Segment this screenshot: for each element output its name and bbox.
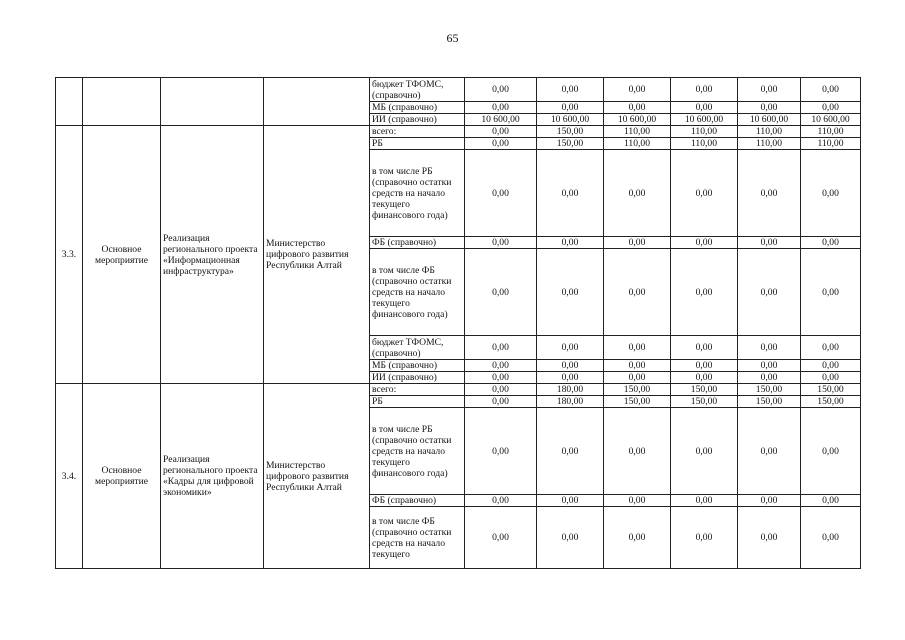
value-cell: 110,00 xyxy=(801,138,861,150)
type-cell xyxy=(83,78,161,126)
value-cell: 150,00 xyxy=(537,126,604,138)
value-cell: 0,00 xyxy=(801,150,861,237)
value-cell: 150,00 xyxy=(738,384,801,396)
value-cell: 0,00 xyxy=(604,408,671,495)
value-cell: 0,00 xyxy=(537,495,604,507)
value-cell: 0,00 xyxy=(465,372,537,384)
value-cell: 0,00 xyxy=(671,360,738,372)
value-cell: 150,00 xyxy=(801,384,861,396)
value-cell: 10 600,00 xyxy=(671,114,738,126)
executor-cell xyxy=(264,78,370,126)
source-cell: ФБ (справочно) xyxy=(370,495,465,507)
value-cell: 0,00 xyxy=(738,102,801,114)
value-cell: 150,00 xyxy=(537,138,604,150)
value-cell: 0,00 xyxy=(537,507,604,569)
value-cell: 0,00 xyxy=(801,237,861,249)
value-cell: 0,00 xyxy=(537,336,604,360)
section-name: Реализация регионального проекта «Кадры для цифровой экономики» xyxy=(161,384,264,569)
source-cell: в том числе РБ (справочно остатки средств на начало текущего финансового года) xyxy=(370,408,465,495)
value-cell: 0,00 xyxy=(671,249,738,336)
value-cell: 0,00 xyxy=(537,360,604,372)
section-executor: Министерство цифрового развития Республики Алтай xyxy=(264,126,370,384)
value-cell: 0,00 xyxy=(604,507,671,569)
value-cell: 0,00 xyxy=(801,495,861,507)
value-cell: 0,00 xyxy=(801,372,861,384)
section-number: 3.3. xyxy=(56,126,83,384)
value-cell: 0,00 xyxy=(465,150,537,237)
value-cell: 0,00 xyxy=(671,495,738,507)
value-cell: 0,00 xyxy=(604,360,671,372)
value-cell: 0,00 xyxy=(738,78,801,102)
value-cell: 0,00 xyxy=(671,237,738,249)
value-cell: 0,00 xyxy=(738,507,801,569)
value-cell: 0,00 xyxy=(738,150,801,237)
source-cell: в том числе ФБ (справочно остатки средств на начало текущего xyxy=(370,507,465,569)
value-cell: 0,00 xyxy=(738,336,801,360)
value-cell: 0,00 xyxy=(465,138,537,150)
value-cell: 0,00 xyxy=(738,249,801,336)
value-cell: 0,00 xyxy=(465,102,537,114)
value-cell: 0,00 xyxy=(537,408,604,495)
value-cell: 10 600,00 xyxy=(604,114,671,126)
value-cell: 0,00 xyxy=(738,237,801,249)
value-cell: 0,00 xyxy=(801,78,861,102)
table-row xyxy=(56,384,861,396)
value-cell: 0,00 xyxy=(465,237,537,249)
section-type: Основное мероприятие xyxy=(83,126,161,384)
value-cell: 0,00 xyxy=(671,507,738,569)
value-cell: 180,00 xyxy=(537,396,604,408)
value-cell: 0,00 xyxy=(671,372,738,384)
source-cell: всего: xyxy=(370,384,465,396)
value-cell: 110,00 xyxy=(738,126,801,138)
source-cell: ФБ (справочно) xyxy=(370,237,465,249)
value-cell: 10 600,00 xyxy=(738,114,801,126)
value-cell: 10 600,00 xyxy=(465,114,537,126)
value-cell: 110,00 xyxy=(604,138,671,150)
section-number: 3.4. xyxy=(56,384,83,569)
table-body xyxy=(56,78,861,569)
value-cell: 0,00 xyxy=(465,249,537,336)
name-cell xyxy=(161,78,264,126)
number-cell xyxy=(56,78,83,126)
value-cell: 0,00 xyxy=(801,249,861,336)
value-cell: 0,00 xyxy=(801,360,861,372)
source-cell: в том числе ФБ (справочно остатки средств на начало текущего финансового года) xyxy=(370,249,465,336)
value-cell: 0,00 xyxy=(465,336,537,360)
value-cell: 0,00 xyxy=(671,102,738,114)
value-cell: 0,00 xyxy=(465,408,537,495)
value-cell: 0,00 xyxy=(801,408,861,495)
value-cell: 0,00 xyxy=(465,396,537,408)
value-cell: 0,00 xyxy=(801,336,861,360)
table-row xyxy=(56,78,861,102)
value-cell: 150,00 xyxy=(738,396,801,408)
value-cell: 0,00 xyxy=(604,102,671,114)
value-cell: 0,00 xyxy=(671,408,738,495)
value-cell: 0,00 xyxy=(465,360,537,372)
section-name: Реализация регионального проекта «Информационная инфраструктура» xyxy=(161,126,264,384)
value-cell: 150,00 xyxy=(604,384,671,396)
value-cell: 0,00 xyxy=(738,408,801,495)
source-cell: ИИ (справочно) xyxy=(370,372,465,384)
source-cell: в том числе РБ (справочно остатки средств на начало текущего финансового года) xyxy=(370,150,465,237)
value-cell: 0,00 xyxy=(604,336,671,360)
budget-table xyxy=(55,77,861,569)
section-executor: Министерство цифрового развития Республики Алтай xyxy=(264,384,370,569)
value-cell: 0,00 xyxy=(738,372,801,384)
value-cell: 0,00 xyxy=(604,495,671,507)
value-cell: 0,00 xyxy=(465,126,537,138)
source-cell: РБ xyxy=(370,138,465,150)
value-cell: 0,00 xyxy=(465,384,537,396)
value-cell: 110,00 xyxy=(671,138,738,150)
page-number: 65 xyxy=(446,31,459,45)
source-cell: ИИ (справочно) xyxy=(370,114,465,126)
value-cell: 0,00 xyxy=(537,372,604,384)
value-cell: 0,00 xyxy=(537,102,604,114)
source-cell: всего: xyxy=(370,126,465,138)
value-cell: 0,00 xyxy=(604,372,671,384)
value-cell: 110,00 xyxy=(738,138,801,150)
value-cell: 180,00 xyxy=(537,384,604,396)
value-cell: 0,00 xyxy=(801,102,861,114)
value-cell: 150,00 xyxy=(801,396,861,408)
value-cell: 0,00 xyxy=(604,150,671,237)
value-cell: 0,00 xyxy=(604,78,671,102)
value-cell: 0,00 xyxy=(465,78,537,102)
value-cell: 0,00 xyxy=(801,507,861,569)
value-cell: 0,00 xyxy=(604,249,671,336)
value-cell: 10 600,00 xyxy=(537,114,604,126)
value-cell: 150,00 xyxy=(671,384,738,396)
section-type: Основное мероприятие xyxy=(83,384,161,569)
value-cell: 0,00 xyxy=(671,78,738,102)
source-cell: бюджет ТФОМС, (справочно) xyxy=(370,336,465,360)
value-cell: 0,00 xyxy=(465,495,537,507)
value-cell: 0,00 xyxy=(738,495,801,507)
value-cell: 0,00 xyxy=(604,237,671,249)
source-cell: МБ (справочно) xyxy=(370,360,465,372)
value-cell: 150,00 xyxy=(671,396,738,408)
value-cell: 110,00 xyxy=(671,126,738,138)
value-cell: 0,00 xyxy=(465,507,537,569)
value-cell: 110,00 xyxy=(604,126,671,138)
value-cell: 0,00 xyxy=(537,249,604,336)
value-cell: 0,00 xyxy=(671,150,738,237)
value-cell: 110,00 xyxy=(801,126,861,138)
value-cell: 0,00 xyxy=(738,360,801,372)
source-cell: бюджет ТФОМС, (справочно) xyxy=(370,78,465,102)
value-cell: 0,00 xyxy=(537,237,604,249)
value-cell: 0,00 xyxy=(537,150,604,237)
value-cell: 150,00 xyxy=(604,396,671,408)
source-cell: РБ xyxy=(370,396,465,408)
value-cell: 0,00 xyxy=(671,336,738,360)
value-cell: 10 600,00 xyxy=(801,114,861,126)
source-cell: МБ (справочно) xyxy=(370,102,465,114)
table-row xyxy=(56,126,861,138)
value-cell: 0,00 xyxy=(537,78,604,102)
